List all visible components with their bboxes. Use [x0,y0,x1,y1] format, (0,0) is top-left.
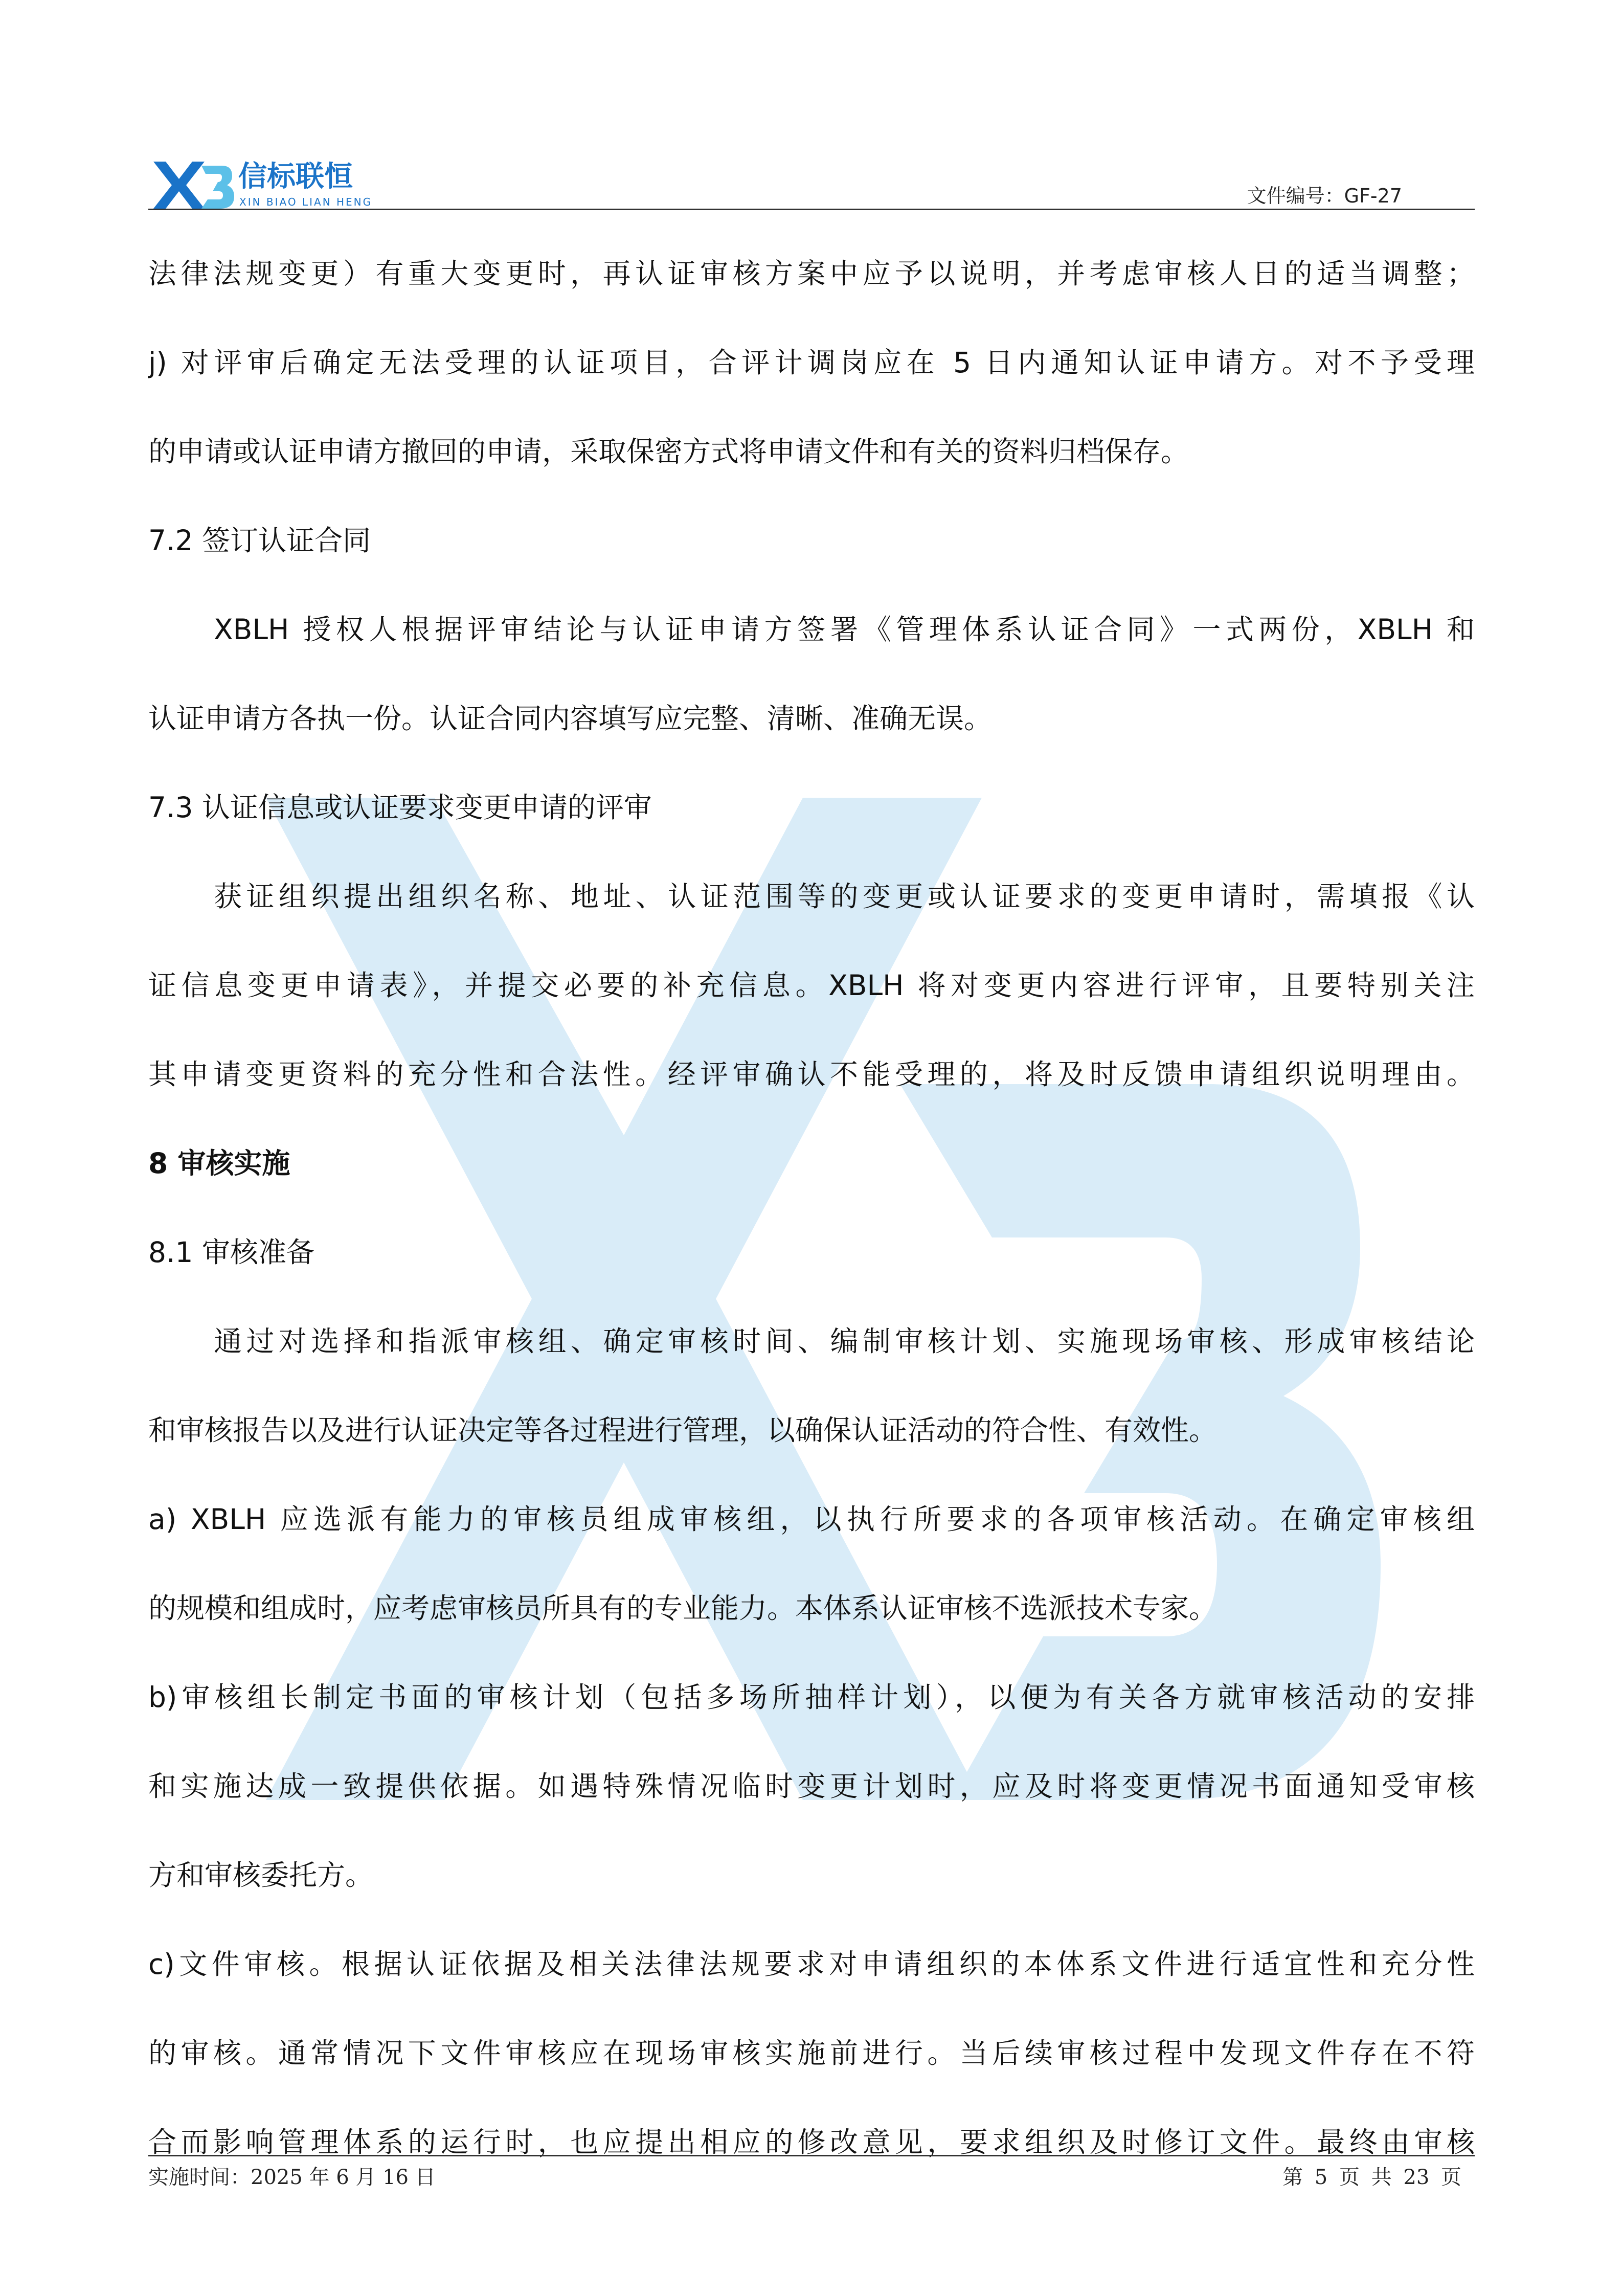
document-number: 文件编号：GF-27 [1247,185,1402,207]
body-line: 的申请或认证申请方撤回的申请，采取保密方式将申请文件和有关的资料归档保存。 [148,435,1189,468]
paragraph-line: 获证组织提出组织名称、地址、认证范围等的变更或认证要求的变更申请时，需填报《认 [214,880,1475,913]
header-divider [148,209,1475,210]
body-line: 法律法规变更）有重大变更时，再认证审核方案中应予以说明，并考虑审核人日的适当调整； [148,257,1475,290]
section-heading-7-2: 7.2 签订认证合同 [148,524,371,557]
paragraph-line: 其申请变更资料的充分性和合法性。经评审确认不能受理的，将及时反馈申请组织说明理由。 [148,1058,1475,1091]
paragraph-line: 证信息变更申请表》，并提交必要的补充信息。XBLH 将对变更内容进行评审，且要特别关注 [148,969,1475,1002]
list-item-j: j) 对评审后确定无法受理的认证项目，合评计调岗应在 5 日内通知认证申请方。对不予受理 [148,346,1475,379]
paragraph-line: 方和审核委托方。 [148,1859,374,1892]
svg-text:XIN BIAO LIAN HENG: XIN BIAO LIAN HENG [239,196,373,208]
footer-divider [148,2155,1475,2156]
paragraph-line: 和审核报告以及进行认证决定等各过程进行管理，以确保认证活动的符合性、有效性。 [148,1414,1218,1447]
effective-date: 实施时间：2025 年 6 月 16 日 [148,2166,436,2189]
paragraph-line: 通过对选择和指派审核组、确定审核时间、编制审核计划、实施现场审核、形成审核结论 [214,1325,1475,1358]
paragraph-line: 合而影响管理体系的运行时，也应提出相应的修改意见，要求组织及时修订文件。最终由审核 [148,2126,1475,2158]
section-heading-7-3: 7.3 认证信息或认证要求变更申请的评审 [148,791,652,824]
list-item-b: b)审核组长制定书面的审核计划（包括多场所抽样计划），以便为有关各方就审核活动的安排 [148,1681,1475,1714]
paragraph-line: 和实施达成一致提供依据。如遇特殊情况临时变更计划时，应及时将变更情况书面通知受审核 [148,1770,1475,1803]
paragraph-line: XBLH 授权人根据评审结论与认证申请方签署《管理体系认证合同》一式两份，XBLH 和 [214,613,1475,646]
section-heading-8: 8 审核实施 [148,1147,290,1180]
svg-text:信标联恒: 信标联恒 [238,160,353,193]
list-item-a: a) XBLH 应选派有能力的审核员组成审核组，以执行所要求的各项审核活动。在确定审核组 [148,1503,1475,1536]
document-body [148,229,1475,2187]
paragraph-line: 认证申请方各执一份。认证合同内容填写应完整、清晰、准确无误。 [148,702,993,735]
section-heading-8-1: 8.1 审核准备 [148,1236,314,1269]
company-logo [152,152,377,214]
page-number: 第 5 页 共 23 页 [1282,2166,1461,2189]
xb-logo-icon [152,152,377,214]
paragraph-line: 的规模和组成时，应考虑审核员所具有的专业能力。本体系认证审核不选派技术专家。 [148,1592,1218,1625]
paragraph-line: 的审核。通常情况下文件审核应在现场审核实施前进行。当后续审核过程中发现文件存在不符 [148,2037,1475,2069]
list-item-c: c)文件审核。根据认证依据及相关法律法规要求对申请组织的本体系文件进行适宜性和充分性 [148,1948,1475,1980]
